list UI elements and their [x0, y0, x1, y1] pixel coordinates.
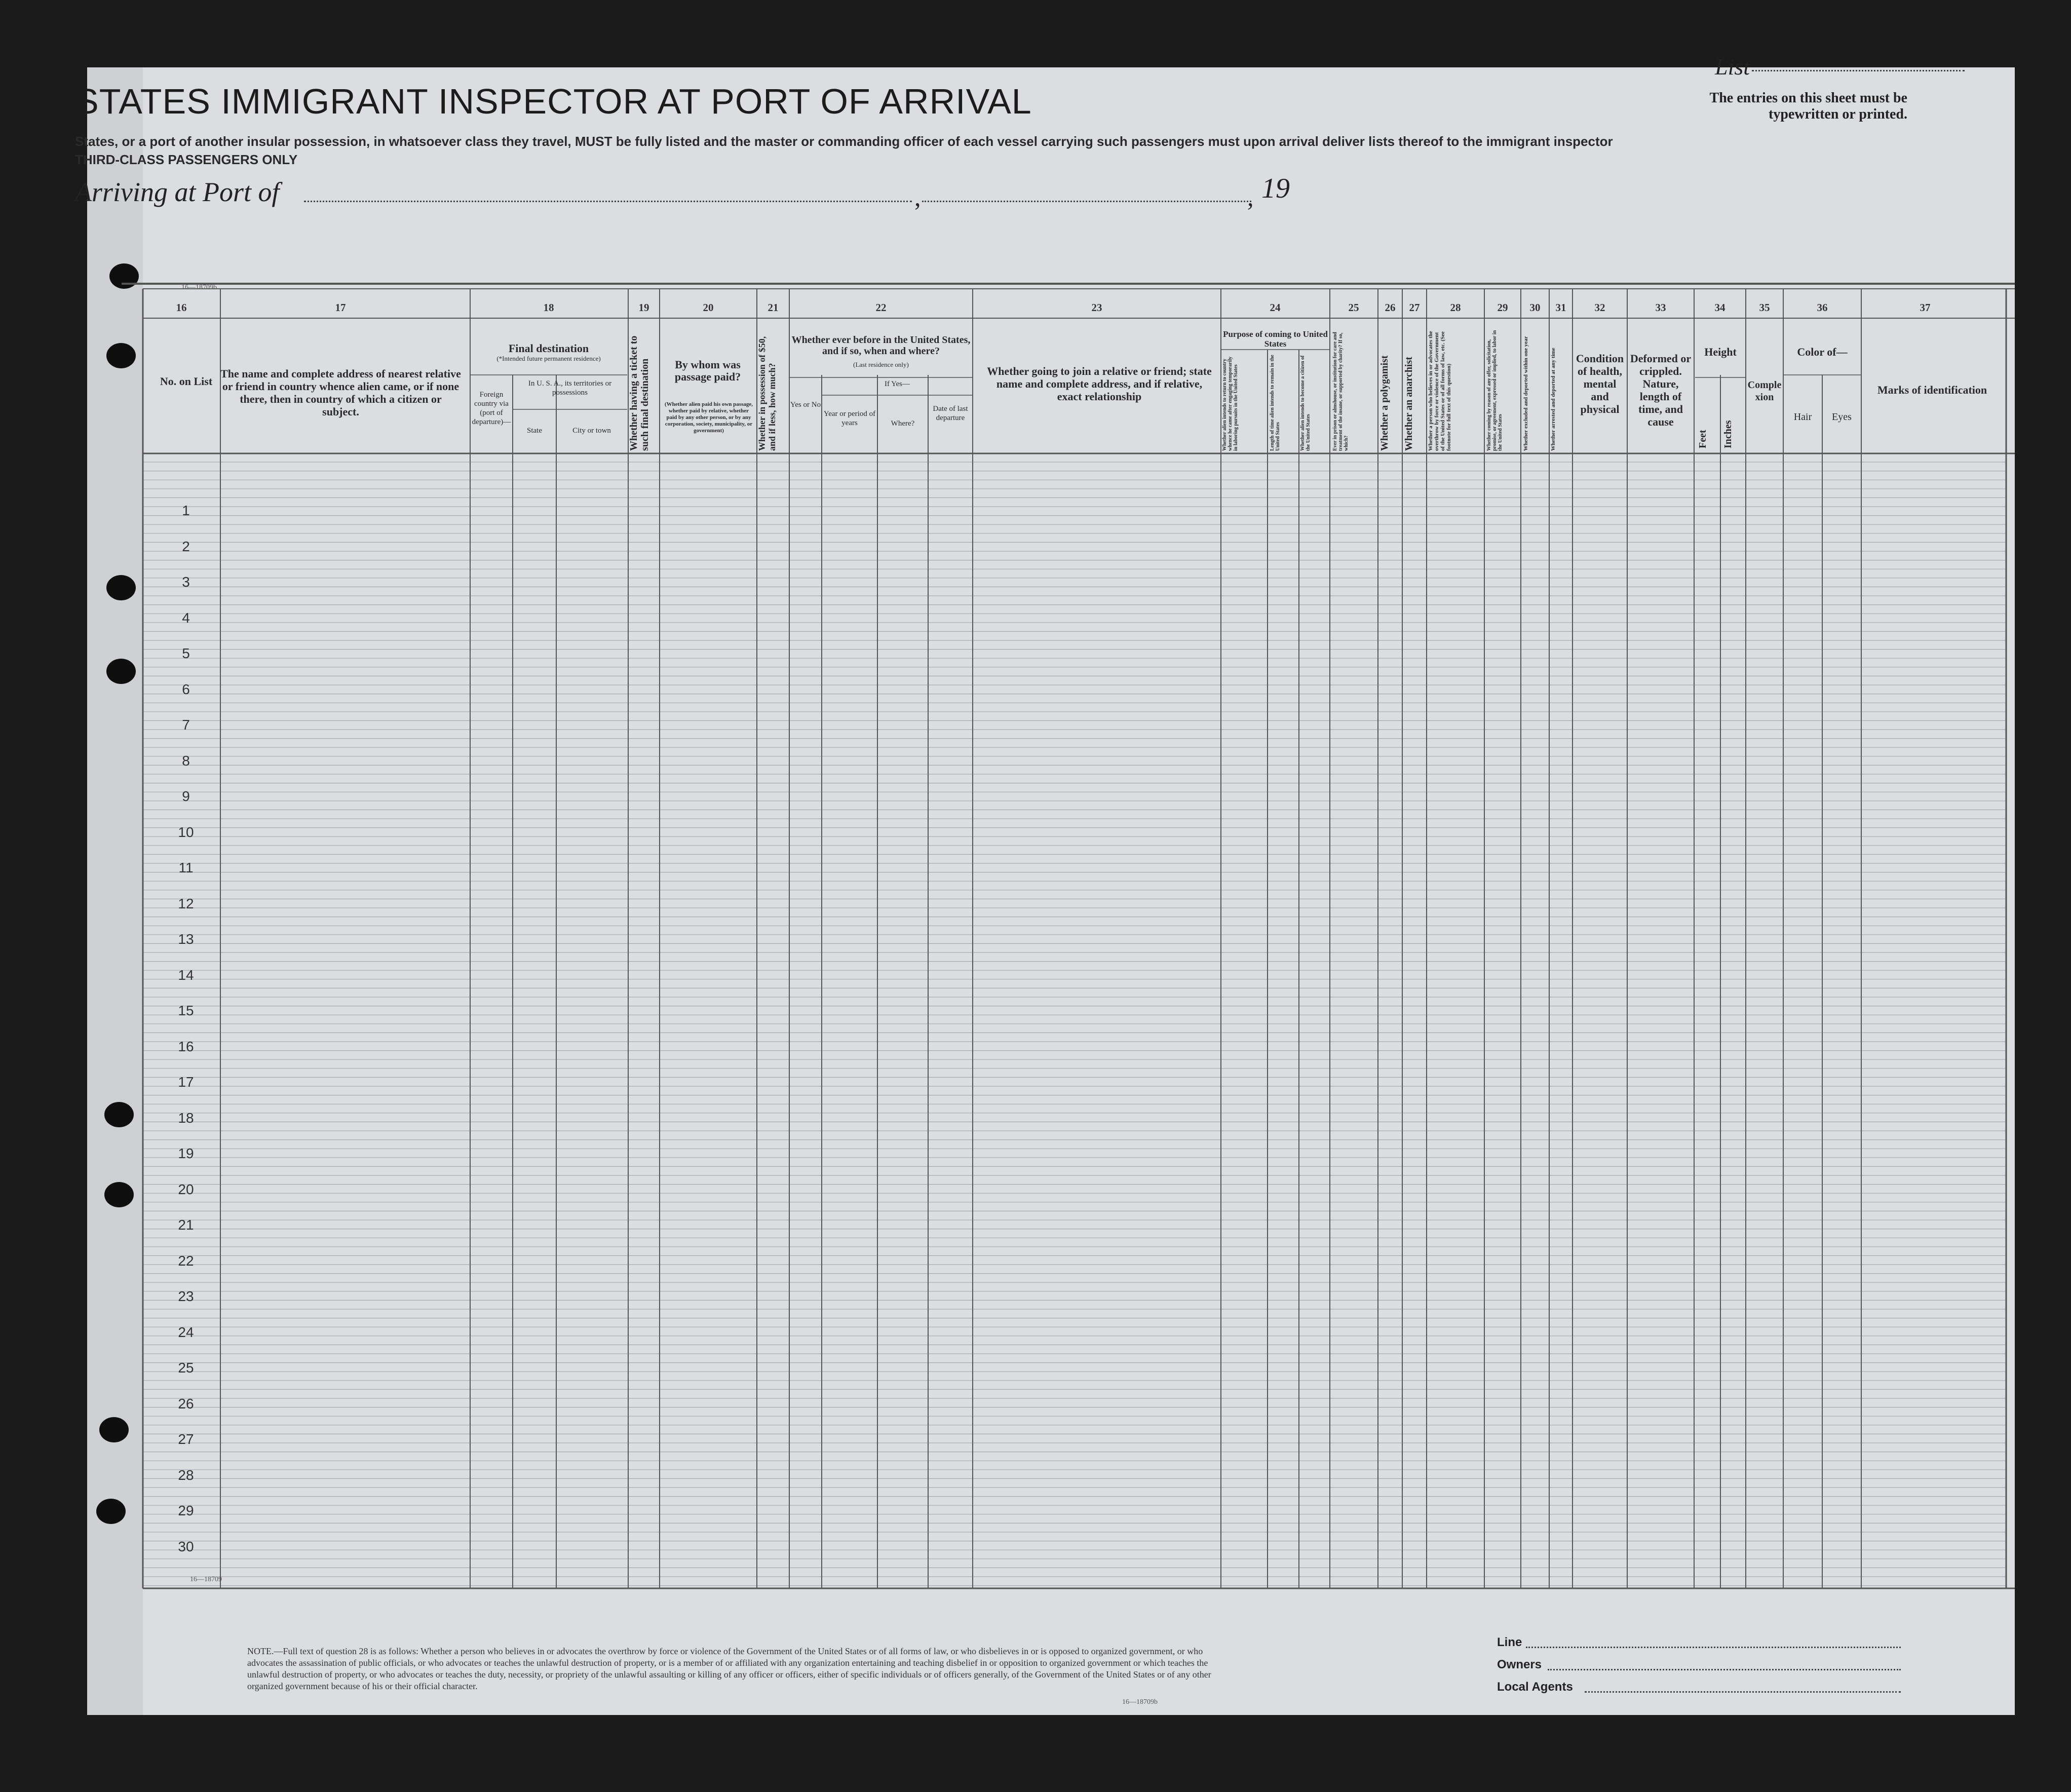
col24-return: Whether alien intends to return to country whence he came after engaging temporarily in laboring pursuits in the United States	[1222, 356, 1239, 451]
row-number: 21	[178, 1217, 194, 1233]
row-number: 1	[182, 503, 190, 518]
column-number: 35	[1759, 301, 1770, 314]
list-label: List	[1715, 54, 1750, 80]
row-number: 25	[178, 1360, 194, 1376]
column-number: 19	[638, 301, 649, 314]
row-number: 2	[182, 538, 190, 554]
column-number: 17	[335, 301, 346, 314]
page-title: STATES IMMIGRANT INSPECTOR AT PORT OF ARRIVAL	[75, 82, 1032, 121]
owners-label: Owners	[1497, 1658, 1542, 1671]
column-number: 36	[1817, 301, 1828, 314]
line-field	[1526, 1647, 1901, 1648]
col36-hair: Hair	[1793, 411, 1812, 423]
col24-citizen: Whether alien intends to become a citizen of the United States	[1300, 355, 1311, 451]
column-number: 20	[703, 301, 714, 314]
form-number-top: 16—18709b	[181, 284, 217, 291]
col30-header: Whether excluded and deported within one year	[1523, 336, 1529, 451]
col22-header: Whether ever before in the United States, and if so, when and where?	[791, 334, 971, 357]
col19-header: Whether having a ticket to such final destination	[628, 335, 650, 451]
column-number: 31	[1555, 301, 1566, 314]
row-number: 9	[182, 788, 190, 804]
column-number: 37	[1920, 301, 1931, 314]
row-number: 5	[182, 645, 190, 661]
col20-subheader: (Whether alien paid his own passage, whether paid by relative, whether paid by any other person, or by any corporation, society, municipality, or government)	[665, 401, 753, 434]
col20-header: By whom was passage paid?	[674, 358, 741, 383]
year-prefix: 19	[1261, 173, 1290, 204]
row-number: 17	[178, 1074, 194, 1090]
column-number: 29	[1497, 301, 1508, 314]
col22-yesno: Yes or No	[790, 401, 821, 409]
comma: ,	[914, 183, 921, 211]
column-number: 18	[543, 301, 554, 314]
col34-header: Height	[1704, 346, 1737, 358]
col26-header: Whether a polygamist	[1379, 355, 1390, 451]
col18-usa: In U. S. A., its territories or possessions	[528, 379, 612, 397]
row-number: 16	[178, 1038, 194, 1054]
col24-length: Length of time alien intends to remain in the United States	[1270, 355, 1281, 451]
column-number: 28	[1450, 301, 1461, 314]
footnote: NOTE.—Full text of question 28 is as follows: Whether a person who believes in or advocates the overthrow by force or violence of the Government of the United States or of all forms of law, or who disbelieves in or is opposed to organized government, or who advocates the assassination of public officials, or who advocates or teaches the unlawful destruction of property, or is a member of or affiliated with any organization entertaining and teaching disbelief in or opposition to organized government or which teaches the unlawful destruction of property, or who advocates or teaches the duty, necessity, or propriety of the unlawful assaulting or killing of any officer or officers, either of specific individuals or of officers generally, of the Government of the United States or of any other organized government because of his or their official character.	[247, 1646, 1211, 1691]
owners-field	[1548, 1669, 1901, 1670]
row-number: 12	[178, 895, 194, 911]
col21-header: Whether in possession of $50, and if less, how much?	[757, 336, 777, 451]
col18-state: State	[527, 427, 542, 435]
col16-header: No. on List	[160, 375, 213, 388]
column-number: 26	[1385, 301, 1396, 314]
col22-year: Year or period of years	[823, 410, 876, 427]
column-number: 25	[1348, 301, 1359, 314]
row-number: 11	[178, 860, 194, 875]
local-agents-label: Local Agents	[1497, 1680, 1573, 1694]
row-number: 24	[178, 1324, 194, 1340]
col18-city: City or town	[572, 427, 611, 435]
row-number: 6	[182, 681, 190, 697]
row-number: 20	[178, 1181, 194, 1197]
col22-where: Where?	[891, 420, 915, 428]
column-number: 16	[176, 301, 187, 314]
col27-header: Whether an anarchist	[1403, 357, 1414, 451]
col35-header: Complexion	[1747, 379, 1782, 403]
col28-header: Whether a person who believes in or advocates the overthrow by force or violence of the Government of the United States or of all forms of law, etc. (See footnote for full text of this question)	[1428, 331, 1452, 451]
column-number: 24	[1270, 301, 1281, 314]
row-number: 18	[178, 1110, 194, 1126]
col23-header: Whether going to join a relative or friend; state name and complete address, and if relative, exact relationship	[987, 365, 1212, 403]
row-number: 15	[178, 1003, 194, 1018]
arriving-label: Arriving at Port of	[75, 177, 280, 207]
column-number: 34	[1714, 301, 1725, 314]
row-number: 14	[178, 967, 194, 983]
col31-header: Whether arrested and deported at any time	[1550, 348, 1556, 451]
row-number: 28	[178, 1467, 194, 1483]
col32-header: Condition of health, mental and physical	[1576, 352, 1624, 415]
row-number: 29	[178, 1503, 194, 1518]
col22-subheader: (Last residence only)	[853, 361, 909, 368]
col24-header: Purpose of coming to United States	[1223, 329, 1328, 349]
col33-header: Deformed or crippled. Nature, length of time, and cause	[1630, 352, 1692, 428]
form-number-note: 16—18709b	[1122, 1698, 1158, 1706]
col29-header: Whether coming by reason of any offer, solicitation, promise, or agreement, expressed or implied, to labor in the United States	[1486, 330, 1503, 451]
column-number: 30	[1529, 301, 1541, 314]
col36-eyes: Eyes	[1832, 411, 1852, 423]
column-number: 22	[875, 301, 887, 314]
col34-inches: Inches	[1722, 420, 1734, 448]
row-number: 8	[182, 752, 190, 769]
row-number: 7	[182, 717, 190, 733]
passenger-class-text: THIRD-CLASS PASSENGERS ONLY	[75, 152, 298, 167]
row-number: 19	[178, 1146, 194, 1161]
row-number: 27	[178, 1431, 194, 1447]
local-agents-field	[1585, 1691, 1901, 1693]
row-number: 26	[178, 1395, 194, 1412]
col18-foreign: Foreign country via (port of departure)—	[472, 391, 511, 426]
col37-header: Marks of identification	[1877, 384, 1987, 396]
row-number: 4	[182, 609, 190, 626]
form-number-bottom: 16—18709	[190, 1576, 222, 1583]
col22-date: Date of last departure	[933, 405, 968, 422]
row-number: 3	[182, 574, 190, 590]
column-number: 21	[768, 301, 779, 314]
instructions-text: States, or a port of another insular possession, in whatsoever class they travel, MUST be fully listed and the master or commanding officer of each vessel carrying such passengers must upon arrival deliver lists thereof to the immigrant inspector	[75, 134, 1613, 149]
row-number: 23	[178, 1288, 194, 1304]
row-number: 22	[178, 1252, 194, 1269]
column-number: 27	[1409, 301, 1420, 314]
row-number: 13	[178, 931, 194, 947]
col18-header: Final destination	[508, 342, 589, 355]
col34-feet: Feet	[1697, 430, 1708, 448]
column-number: 33	[1655, 301, 1666, 314]
col25-header: Ever in prison or almshouse, or institution for care and treatment of the insane, or supported by charity? If so, which?	[1332, 332, 1349, 451]
col22-ifyes: If Yes—	[884, 380, 910, 388]
line-label: Line	[1497, 1635, 1522, 1649]
column-number: 32	[1594, 301, 1605, 314]
entries-note: The entries on this sheet must be typewritten or printed.	[1709, 90, 1907, 122]
row-number: 10	[178, 824, 194, 840]
row-number: 30	[178, 1538, 194, 1554]
col17-header: The name and complete address of nearest relative or friend in country whence alien came, or if none there, then in country of which a citizen or subject.	[220, 367, 461, 418]
comma: ,	[1247, 183, 1254, 211]
col36-header: Color of—	[1797, 346, 1848, 358]
col18-subheader: (*Intended future permanent residence)	[496, 355, 601, 362]
column-number: 23	[1091, 301, 1102, 314]
